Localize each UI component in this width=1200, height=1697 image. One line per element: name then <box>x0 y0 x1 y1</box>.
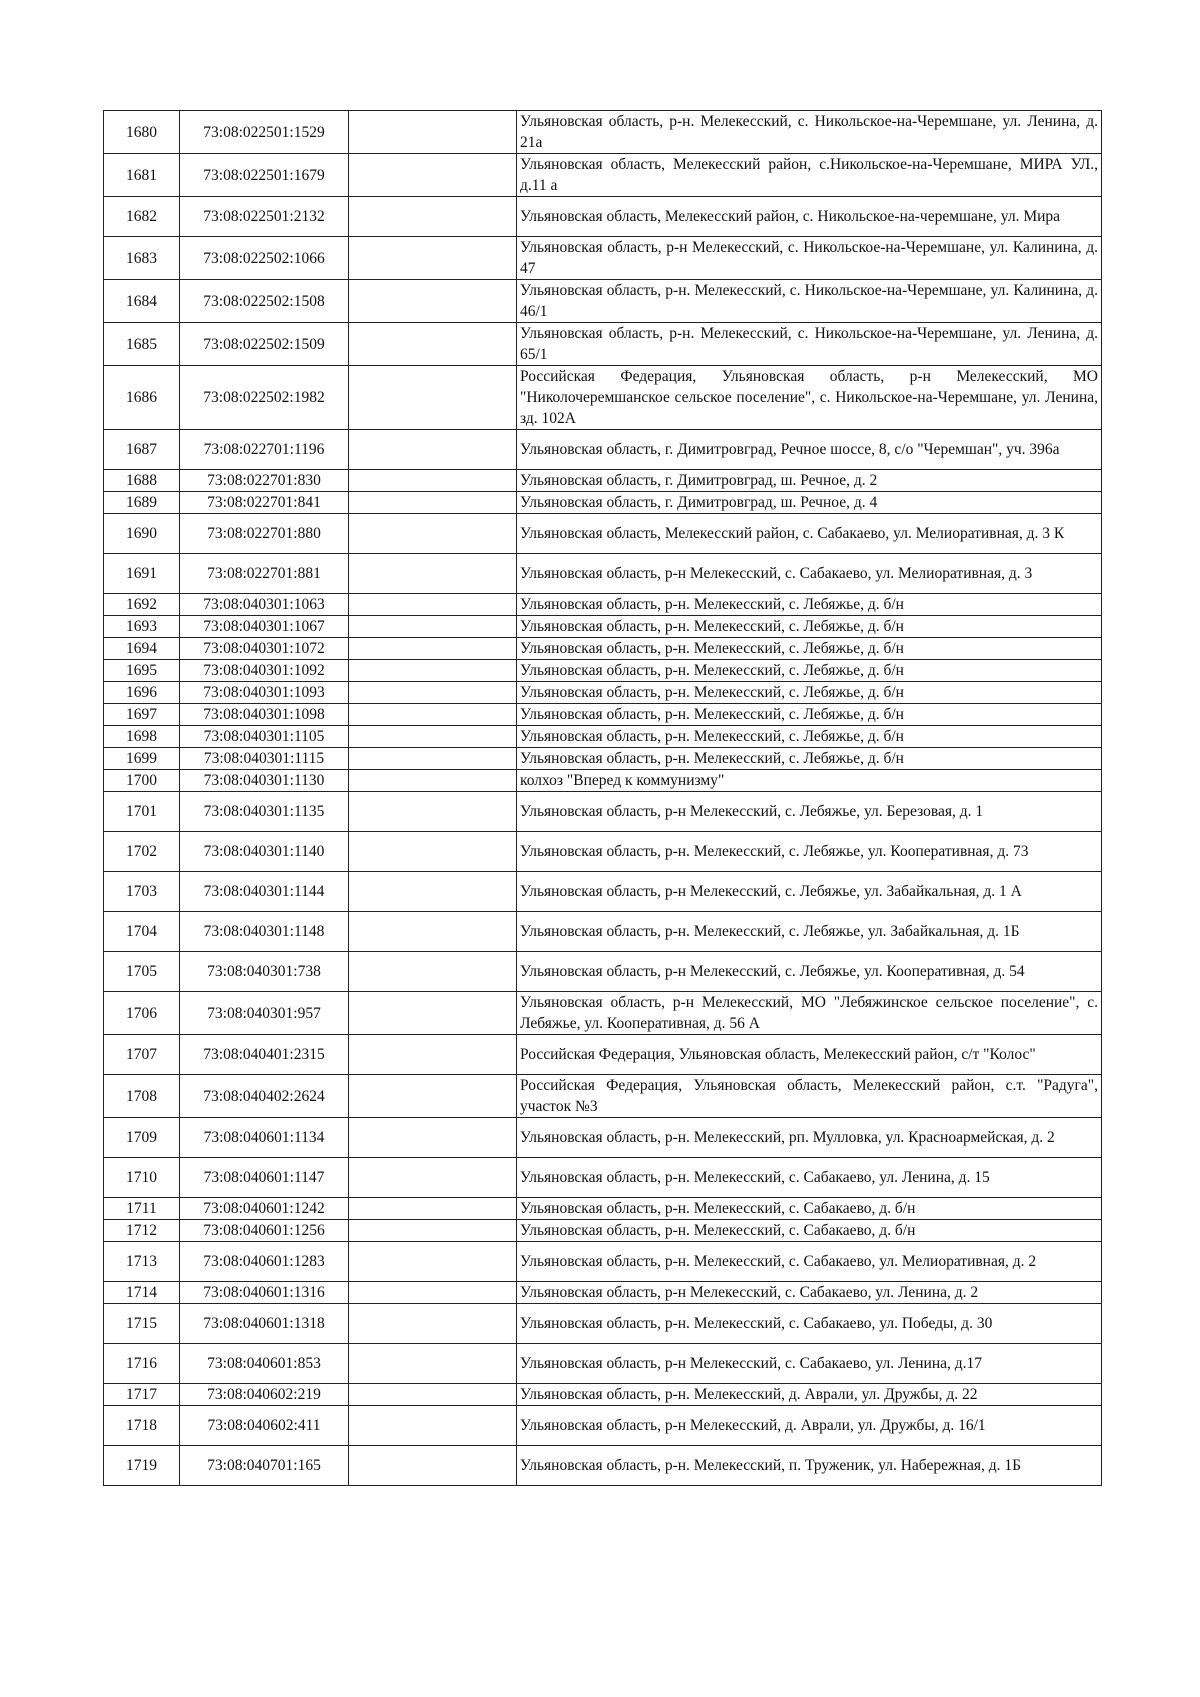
table-row <box>104 366 1102 430</box>
empty-cell <box>349 594 517 616</box>
table-row <box>104 872 1102 912</box>
address-cell: Ульяновская область, р-н. Мелекесский, с. Никольское-на-Черемшане, ул. Ленина, д. 21а <box>517 111 1102 154</box>
cadastral-number-cell: 73:08:040301:738 <box>180 952 349 992</box>
table-row <box>104 912 1102 952</box>
cadastral-number-cell: 73:08:040301:1130 <box>180 770 349 792</box>
address-cell: Ульяновская область, р-н. Мелекесский, с. Сабакаево, ул. Победы, д. 30 <box>517 1304 1102 1344</box>
address-cell: Ульяновская область, р-н. Мелекесский, с. Никольское-на-Черемшане, ул. Ленина, д. 65/1 <box>517 323 1102 366</box>
empty-cell <box>349 1158 517 1198</box>
row-number-cell: 1700 <box>104 770 180 792</box>
table-row <box>104 554 1102 594</box>
row-number-cell: 1693 <box>104 616 180 638</box>
row-number-cell: 1708 <box>104 1075 180 1118</box>
table-row <box>104 1406 1102 1446</box>
address-cell: Ульяновская область, р-н Мелекесский, с. Сабакаево, ул. Мелиоративная, д. 3 <box>517 554 1102 594</box>
table-row <box>104 492 1102 514</box>
row-number-cell: 1719 <box>104 1446 180 1486</box>
address-cell: Ульяновская область, р-н. Мелекесский, с. Лебяжье, ул. Кооперативная, д. 73 <box>517 832 1102 872</box>
row-number-cell: 1701 <box>104 792 180 832</box>
row-number-cell: 1692 <box>104 594 180 616</box>
row-number-cell: 1685 <box>104 323 180 366</box>
cadastral-number-cell: 73:08:022502:1508 <box>180 280 349 323</box>
row-number-cell: 1687 <box>104 430 180 470</box>
cadastral-number-cell: 73:08:040301:1140 <box>180 832 349 872</box>
cadastral-number-cell: 73:08:040601:1256 <box>180 1220 349 1242</box>
address-cell: Ульяновская область, р-н. Мелекесский, с. Лебяжье, д. б/н <box>517 638 1102 660</box>
table-row <box>104 992 1102 1035</box>
row-number-cell: 1712 <box>104 1220 180 1242</box>
row-number-cell: 1688 <box>104 470 180 492</box>
address-cell: Ульяновская область, р-н. Мелекесский, с. Лебяжье, д. б/н <box>517 660 1102 682</box>
table-row <box>104 770 1102 792</box>
table-row <box>104 594 1102 616</box>
empty-cell <box>349 660 517 682</box>
empty-cell <box>349 197 517 237</box>
table-row <box>104 323 1102 366</box>
address-cell: Ульяновская область, р-н. Мелекесский, с. Лебяжье, д. б/н <box>517 748 1102 770</box>
row-number-cell: 1702 <box>104 832 180 872</box>
row-number-cell: 1703 <box>104 872 180 912</box>
address-cell: Российская Федерация, Ульяновская область, Мелекесский район, с/т "Колос" <box>517 1035 1102 1075</box>
empty-cell <box>349 616 517 638</box>
address-cell: Ульяновская область, г. Димитровград, Речное шоссе, 8, с/о "Черемшан", уч. 396а <box>517 430 1102 470</box>
cadastral-number-cell: 73:08:040601:1283 <box>180 1242 349 1282</box>
address-cell: Ульяновская область, р-н Мелекесский, с. Сабакаево, ул. Ленина, д.17 <box>517 1344 1102 1384</box>
address-cell: Ульяновская область, р-н. Мелекесский, рп. Мулловка, ул. Красноармейская, д. 2 <box>517 1118 1102 1158</box>
row-number-cell: 1683 <box>104 237 180 280</box>
cadastral-number-cell: 73:08:040402:2624 <box>180 1075 349 1118</box>
table-row <box>104 952 1102 992</box>
row-number-cell: 1695 <box>104 660 180 682</box>
cadastral-number-cell: 73:08:040301:1063 <box>180 594 349 616</box>
table-row <box>104 1344 1102 1384</box>
address-cell: Ульяновская область, г. Димитровград, ш. Речное, д. 4 <box>517 492 1102 514</box>
registry-table <box>103 110 1102 1486</box>
cadastral-number-cell: 73:08:040301:1067 <box>180 616 349 638</box>
empty-cell <box>349 280 517 323</box>
row-number-cell: 1711 <box>104 1198 180 1220</box>
address-cell: Ульяновская область, р-н. Мелекесский, п. Труженик, ул. Набережная, д. 1Б <box>517 1446 1102 1486</box>
cadastral-number-cell: 73:08:040401:2315 <box>180 1035 349 1075</box>
table-row <box>104 682 1102 704</box>
cadastral-number-cell: 73:08:040301:957 <box>180 992 349 1035</box>
empty-cell <box>349 430 517 470</box>
table-row <box>104 832 1102 872</box>
cadastral-number-cell: 73:08:040301:1092 <box>180 660 349 682</box>
cadastral-number-cell: 73:08:040301:1148 <box>180 912 349 952</box>
empty-cell <box>349 1220 517 1242</box>
empty-cell <box>349 1446 517 1486</box>
cadastral-number-cell: 73:08:040301:1144 <box>180 872 349 912</box>
address-cell: Ульяновская область, Мелекесский район, с. Сабакаево, ул. Мелиоративная, д. 3 К <box>517 514 1102 554</box>
address-cell: Ульяновская область, р-н. Мелекесский, с. Лебяжье, д. б/н <box>517 594 1102 616</box>
empty-cell <box>349 1282 517 1304</box>
cadastral-number-cell: 73:08:040601:1318 <box>180 1304 349 1344</box>
table-row <box>104 237 1102 280</box>
empty-cell <box>349 912 517 952</box>
table-row <box>104 1198 1102 1220</box>
address-cell: Ульяновская область, Мелекесский район, с.Никольское-на-Черемшане, МИРА УЛ., д.11 а <box>517 154 1102 197</box>
empty-cell <box>349 237 517 280</box>
cadastral-number-cell: 73:08:040601:1134 <box>180 1118 349 1158</box>
empty-cell <box>349 470 517 492</box>
table-row <box>104 470 1102 492</box>
empty-cell <box>349 1035 517 1075</box>
row-number-cell: 1684 <box>104 280 180 323</box>
empty-cell <box>349 872 517 912</box>
empty-cell <box>349 992 517 1035</box>
cadastral-number-cell: 73:08:040601:1147 <box>180 1158 349 1198</box>
cadastral-number-cell: 73:08:040601:1242 <box>180 1198 349 1220</box>
empty-cell <box>349 154 517 197</box>
table-row <box>104 1035 1102 1075</box>
empty-cell <box>349 1384 517 1406</box>
cadastral-number-cell: 73:08:040602:219 <box>180 1384 349 1406</box>
row-number-cell: 1713 <box>104 1242 180 1282</box>
address-cell: Ульяновская область, р-н. Мелекесский, с. Лебяжье, д. б/н <box>517 726 1102 748</box>
row-number-cell: 1710 <box>104 1158 180 1198</box>
empty-cell <box>349 1304 517 1344</box>
table-row <box>104 514 1102 554</box>
address-cell: Ульяновская область, р-н Мелекесский, с. Лебяжье, ул. Березовая, д. 1 <box>517 792 1102 832</box>
table-row <box>104 430 1102 470</box>
row-number-cell: 1714 <box>104 1282 180 1304</box>
empty-cell <box>349 682 517 704</box>
row-number-cell: 1681 <box>104 154 180 197</box>
row-number-cell: 1705 <box>104 952 180 992</box>
table-row <box>104 1304 1102 1344</box>
empty-cell <box>349 952 517 992</box>
cadastral-number-cell: 73:08:040601:853 <box>180 1344 349 1384</box>
cadastral-number-cell: 73:08:022501:2132 <box>180 197 349 237</box>
empty-cell <box>349 514 517 554</box>
address-cell: Российская Федерация, Ульяновская область, Мелекесский район, с.т. "Радуга", участок №3 <box>517 1075 1102 1118</box>
cadastral-number-cell: 73:08:022501:1679 <box>180 154 349 197</box>
cadastral-number-cell: 73:08:040301:1105 <box>180 726 349 748</box>
row-number-cell: 1707 <box>104 1035 180 1075</box>
row-number-cell: 1697 <box>104 704 180 726</box>
table-row <box>104 197 1102 237</box>
address-cell: Ульяновская область, р-н. Мелекесский, д. Аврали, ул. Дружбы, д. 22 <box>517 1384 1102 1406</box>
empty-cell <box>349 1198 517 1220</box>
empty-cell <box>349 1344 517 1384</box>
cadastral-number-cell: 73:08:022502:1509 <box>180 323 349 366</box>
empty-cell <box>349 792 517 832</box>
address-cell: Ульяновская область, р-н Мелекесский, с. Лебяжье, ул. Кооперативная, д. 54 <box>517 952 1102 992</box>
row-number-cell: 1706 <box>104 992 180 1035</box>
cadastral-number-cell: 73:08:040301:1072 <box>180 638 349 660</box>
table-row <box>104 616 1102 638</box>
table-row <box>104 660 1102 682</box>
empty-cell <box>349 554 517 594</box>
cadastral-number-cell: 73:08:040301:1093 <box>180 682 349 704</box>
cadastral-number-cell: 73:08:040301:1115 <box>180 748 349 770</box>
empty-cell <box>349 726 517 748</box>
empty-cell <box>349 366 517 430</box>
table-row <box>104 704 1102 726</box>
address-cell: Ульяновская область, р-н Мелекесский, с. Лебяжье, ул. Забайкальная, д. 1 А <box>517 872 1102 912</box>
address-cell: Ульяновская область, р-н. Мелекесский, с. Лебяжье, д. б/н <box>517 704 1102 726</box>
empty-cell <box>349 638 517 660</box>
address-cell: Ульяновская область, р-н. Мелекесский, с. Сабакаево, д. б/н <box>517 1220 1102 1242</box>
cadastral-number-cell: 73:08:022502:1982 <box>180 366 349 430</box>
address-cell: Ульяновская область, р-н. Мелекесский, с. Сабакаево, д. б/н <box>517 1198 1102 1220</box>
cadastral-number-cell: 73:08:040301:1135 <box>180 792 349 832</box>
table-row <box>104 1242 1102 1282</box>
cadastral-number-cell: 73:08:022502:1066 <box>180 237 349 280</box>
empty-cell <box>349 1406 517 1446</box>
address-cell: Ульяновская область, р-н. Мелекесский, с. Никольское-на-Черемшане, ул. Калинина, д. 46/1 <box>517 280 1102 323</box>
cadastral-number-cell: 73:08:022701:1196 <box>180 430 349 470</box>
registry-table-body <box>104 111 1102 1486</box>
address-cell: Ульяновская область, р-н Мелекесский, д. Аврали, ул. Дружбы, д. 16/1 <box>517 1406 1102 1446</box>
empty-cell <box>349 323 517 366</box>
cadastral-number-cell: 73:08:040701:165 <box>180 1446 349 1486</box>
table-row <box>104 1384 1102 1406</box>
table-row <box>104 1118 1102 1158</box>
row-number-cell: 1718 <box>104 1406 180 1446</box>
address-cell: Ульяновская область, р-н. Мелекесский, с. Лебяжье, ул. Забайкальная, д. 1Б <box>517 912 1102 952</box>
empty-cell <box>349 111 517 154</box>
row-number-cell: 1717 <box>104 1384 180 1406</box>
cadastral-number-cell: 73:08:022701:830 <box>180 470 349 492</box>
table-row <box>104 638 1102 660</box>
row-number-cell: 1689 <box>104 492 180 514</box>
empty-cell <box>349 1242 517 1282</box>
empty-cell <box>349 1118 517 1158</box>
empty-cell <box>349 832 517 872</box>
address-cell: Ульяновская область, р-н. Мелекесский, с. Лебяжье, д. б/н <box>517 682 1102 704</box>
cadastral-number-cell: 73:08:040601:1316 <box>180 1282 349 1304</box>
row-number-cell: 1686 <box>104 366 180 430</box>
row-number-cell: 1715 <box>104 1304 180 1344</box>
row-number-cell: 1690 <box>104 514 180 554</box>
table-row <box>104 726 1102 748</box>
row-number-cell: 1704 <box>104 912 180 952</box>
address-cell: Ульяновская область, р-н Мелекесский, с. Сабакаево, ул. Ленина, д. 2 <box>517 1282 1102 1304</box>
row-number-cell: 1696 <box>104 682 180 704</box>
empty-cell <box>349 1075 517 1118</box>
empty-cell <box>349 748 517 770</box>
address-cell: Ульяновская область, р-н. Мелекесский, с. Лебяжье, д. б/н <box>517 616 1102 638</box>
cadastral-number-cell: 73:08:022701:841 <box>180 492 349 514</box>
address-cell: Ульяновская область, р-н. Мелекесский, с. Сабакаево, ул. Мелиоративная, д. 2 <box>517 1242 1102 1282</box>
address-cell: Ульяновская область, р-н Мелекесский, с. Никольское-на-Черемшане, ул. Калинина, д. 47 <box>517 237 1102 280</box>
row-number-cell: 1699 <box>104 748 180 770</box>
empty-cell <box>349 770 517 792</box>
table-row <box>104 1075 1102 1118</box>
table-row <box>104 280 1102 323</box>
document-page <box>103 110 1101 1486</box>
address-cell: Ульяновская область, р-н Мелекесский, МО "Лебяжинское сельское поселение", с. Лебяжье, ул. Кооперативная, д. 56 А <box>517 992 1102 1035</box>
cadastral-number-cell: 73:08:022701:881 <box>180 554 349 594</box>
row-number-cell: 1691 <box>104 554 180 594</box>
cadastral-number-cell: 73:08:040301:1098 <box>180 704 349 726</box>
row-number-cell: 1682 <box>104 197 180 237</box>
table-row <box>104 1282 1102 1304</box>
table-row <box>104 748 1102 770</box>
table-row <box>104 1220 1102 1242</box>
table-row <box>104 792 1102 832</box>
table-row <box>104 1446 1102 1486</box>
table-row <box>104 111 1102 154</box>
row-number-cell: 1716 <box>104 1344 180 1384</box>
cadastral-number-cell: 73:08:022701:880 <box>180 514 349 554</box>
empty-cell <box>349 492 517 514</box>
table-row <box>104 154 1102 197</box>
row-number-cell: 1694 <box>104 638 180 660</box>
address-cell: Ульяновская область, р-н. Мелекесский, с. Сабакаево, ул. Ленина, д. 15 <box>517 1158 1102 1198</box>
row-number-cell: 1680 <box>104 111 180 154</box>
address-cell: Российская Федерация, Ульяновская область, р-н Мелекесский, МО "Николочеремшанское сельское поселение", с. Никольское-на-Черемшане, ул. Ленина, зд. 102А <box>517 366 1102 430</box>
address-cell: Ульяновская область, Мелекесский район, с. Никольское-на-черемшане, ул. Мира <box>517 197 1102 237</box>
cadastral-number-cell: 73:08:040602:411 <box>180 1406 349 1446</box>
row-number-cell: 1709 <box>104 1118 180 1158</box>
table-row <box>104 1158 1102 1198</box>
empty-cell <box>349 704 517 726</box>
cadastral-number-cell: 73:08:022501:1529 <box>180 111 349 154</box>
row-number-cell: 1698 <box>104 726 180 748</box>
address-cell: Ульяновская область, г. Димитровград, ш. Речное, д. 2 <box>517 470 1102 492</box>
address-cell: колхоз "Вперед к коммунизму" <box>517 770 1102 792</box>
